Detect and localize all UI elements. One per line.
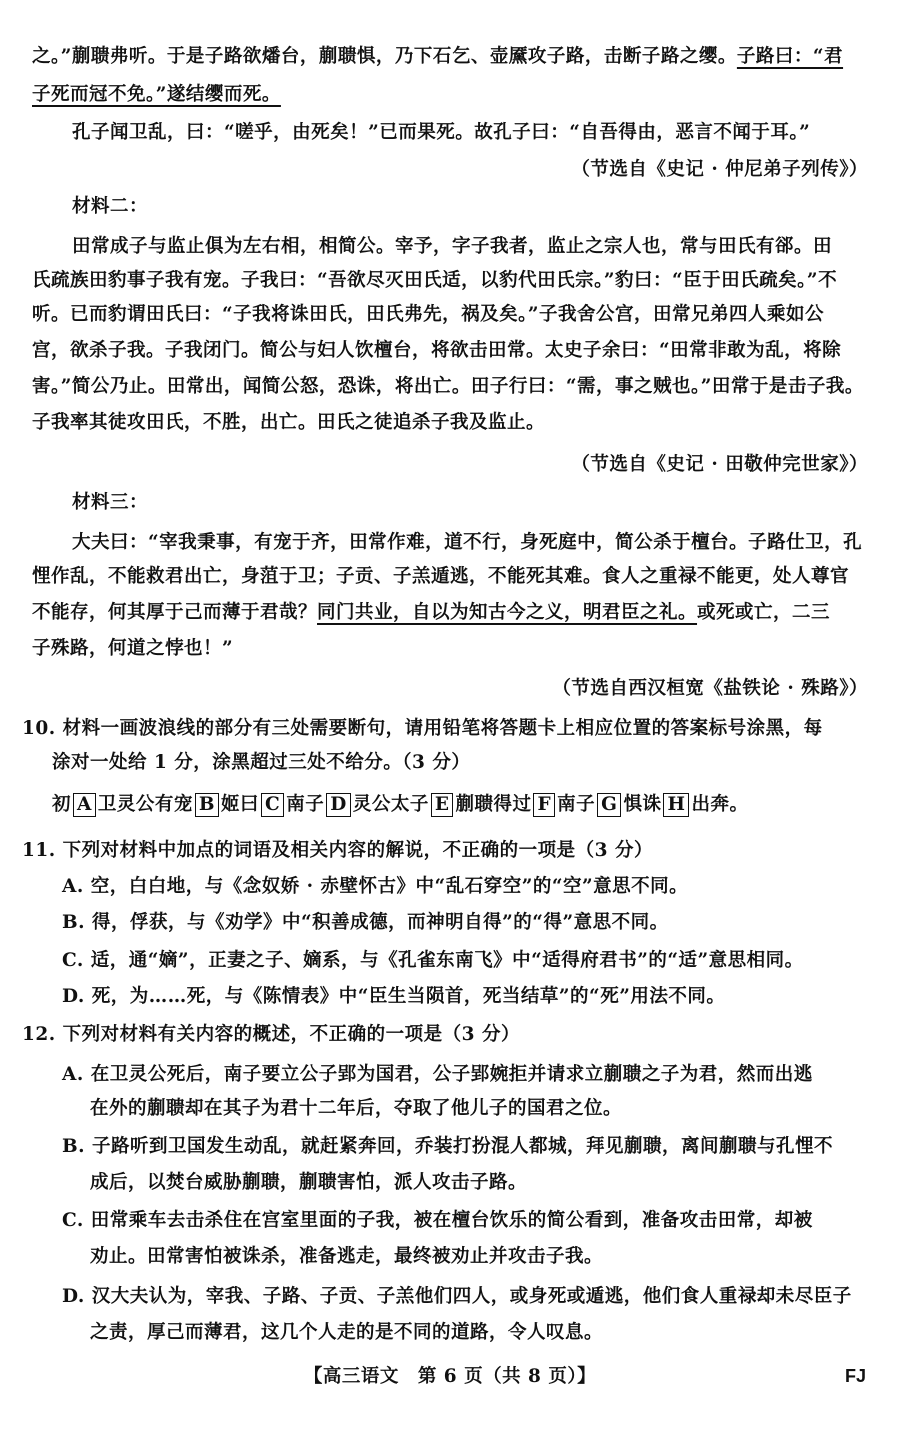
- question-12-option-d[interactable]: D. 汉大夫认为，宰我、子路、子贡、子羔他们四人，或身死或遁逃，他们食人重禄却未尽臣子: [62, 1286, 852, 1307]
- question-12-option-a[interactable]: A. 在卫灵公死后，南子要立公子郢为国君，公子郢婉拒并请求立蒯聩之子为君，然而出逃: [62, 1064, 813, 1085]
- option-box-d[interactable]: D: [326, 793, 351, 817]
- question-12-option-a-cont: 在外的蒯聩却在其子为君十二年后，夺取了他儿子的国君之位。: [90, 1098, 623, 1119]
- material-2-heading: 材料二：: [72, 196, 149, 217]
- question-11-option-a[interactable]: A. 空，白白地，与《念奴娇 · 赤壁怀古》中“乱石穿空”的“空”意思不同。: [62, 876, 689, 897]
- material-2-line-5: 害。”简公乃止。田常出，闻简公怒，恐诛，将出亡。田子行曰：“需，事之贼也。”田常于是击子我。: [32, 376, 864, 397]
- carryover-line-2: [0, 82, 900, 108]
- question-11-option-d[interactable]: D. 死，为……死，与《陈情表》中“臣生当陨首，死当结草”的“死”用法不同。: [62, 986, 726, 1007]
- underlined-quote-end: 子死而冠不免。”遂结缨而死。: [32, 84, 281, 105]
- source-citation-1: （节选自《史记 · 仲尼弟子列传》）: [571, 159, 868, 180]
- question-10-stem-2: 涂对一处给 1 分，涂黑超过三处不给分。（3 分）: [52, 752, 471, 773]
- question-12-option-b[interactable]: B. 子路听到卫国发生动乱，就赶紧奔回，乔装打扮混人都城，拜见蒯聩，离间蒯聩与孔悝不: [62, 1136, 834, 1157]
- material-3-line-2: 悝作乱，不能救君出亡，身菹于卫；子贡、子羔遁逃，不能死其难。食人之重禄不能更，处人尊官: [32, 566, 850, 587]
- option-box-f[interactable]: F: [533, 793, 555, 817]
- material-2-line-3: 听。已而豹谓田氏曰：“子我将诛田氏，田氏弗先，祸及矣。”子我舍公宫，田常兄弟四人乘如公: [32, 304, 825, 325]
- material-2-line-1: 田常成子与监止俱为左右相，相简公。宰予，字子我者，监止之宗人也，常与田氏有郤。田: [72, 236, 833, 257]
- question-12-option-c[interactable]: C. 田常乘车去击杀住在宫室里面的子我，被在檀台饮乐的简公看到，准备攻击田常，却被: [62, 1210, 813, 1231]
- question-12-option-c-cont: 劝止。田常害怕被诛杀，准备逃走，最终被劝止并攻击子我。: [90, 1246, 604, 1267]
- material-2-line-6: 子我率其徒攻田氏，不胜，出亡。田氏之徒追杀子我及监止。: [32, 412, 546, 433]
- option-box-b[interactable]: B: [195, 793, 219, 817]
- material-3-heading: 材料三：: [72, 492, 149, 513]
- underlined-quote: 子路曰：“君: [736, 46, 844, 67]
- question-10-options: 初 A 卫灵公有宠 B 姬曰 C 南子 D 灵公太子 E 蒯聩得过 F 南子 G 惧诛 H 出奔。: [52, 794, 749, 815]
- underlined-sentence: 同门共业，自以为知古今之义，明君臣之礼。: [317, 602, 698, 623]
- question-12-option-d-cont: 之责，厚己而薄君，这几个人走的是不同的道路，令人叹息。: [90, 1322, 604, 1343]
- footer-code: FJ: [844, 1366, 866, 1386]
- option-box-a[interactable]: A: [73, 793, 96, 817]
- material-3-line-1: 大夫曰：“宰我秉事，有宠于齐，田常作难，道不行，身死庭中，简公杀于檀台。子路仕卫，孔: [72, 532, 863, 553]
- question-10-stem-1: 10. 材料一画波浪线的部分有三处需要断句，请用铅笔将答题卡上相应位置的答案标号涂黑，每: [22, 718, 823, 739]
- page-footer: 【高三语文 第 6 页（共 8 页）】: [303, 1366, 597, 1387]
- option-box-c[interactable]: C: [261, 793, 284, 817]
- option-box-e[interactable]: E: [431, 793, 454, 817]
- material-3-line-4: 子殊路，何道之悖也！”: [32, 638, 234, 659]
- material-2-line-2: 氏疏族田豹事子我有宠。子我曰：“吾欲尽灭田氏适，以豹代田氏宗。”豹曰：“臣于田氏疏矣。”不: [32, 270, 838, 291]
- material-3-line-3: 不能存，何其厚于己而薄于君哉？同门共业，自以为知古今之义，明君臣之礼。或死或亡，二三: [32, 602, 831, 623]
- question-12-option-b-cont: 成后，以焚台威胁蒯聩，蒯聩害怕，派人攻击子路。: [90, 1172, 528, 1193]
- question-11-option-c[interactable]: C. 适，通“嫡”，正妻之子、嫡系，与《孔雀东南飞》中“适得府君书”的“适”意思相同。: [62, 950, 804, 971]
- option-box-h[interactable]: H: [663, 793, 689, 817]
- carryover-line-3: 孔子闻卫乱，曰：“嗟乎，由死矣！”已而果死。故孔子曰：“自吾得由，恶言不闻于耳。”: [72, 122, 811, 143]
- carryover-text: 之。”蒯聩弗听。于是子路欲燔台，蒯聩惧，乃下石乞、壶黡攻子路，击断子路之缨。: [32, 46, 737, 67]
- question-11-stem: 11. 下列对材料中加点的词语及相关内容的解说，不正确的一项是（3 分）: [22, 840, 653, 861]
- source-citation-2: （节选自《史记 · 田敬仲完世家》）: [571, 454, 868, 475]
- question-12-stem: 12. 下列对材料有关内容的概述，不正确的一项是（3 分）: [22, 1024, 520, 1045]
- material-2-line-4: 宫，欲杀子我。子我闭门。简公与妇人饮檀台，将欲击田常。太史子余曰：“田常非敢为乱，将除: [32, 340, 842, 361]
- question-11-option-b[interactable]: B. 得，俘获，与《劝学》中“积善成德，而神明自得”的“得”意思不同。: [62, 912, 669, 933]
- option-box-g[interactable]: G: [597, 793, 621, 817]
- carryover-line-1: [0, 44, 900, 70]
- source-citation-3: （节选自西汉桓宽《盐铁论 · 殊路》）: [552, 678, 868, 699]
